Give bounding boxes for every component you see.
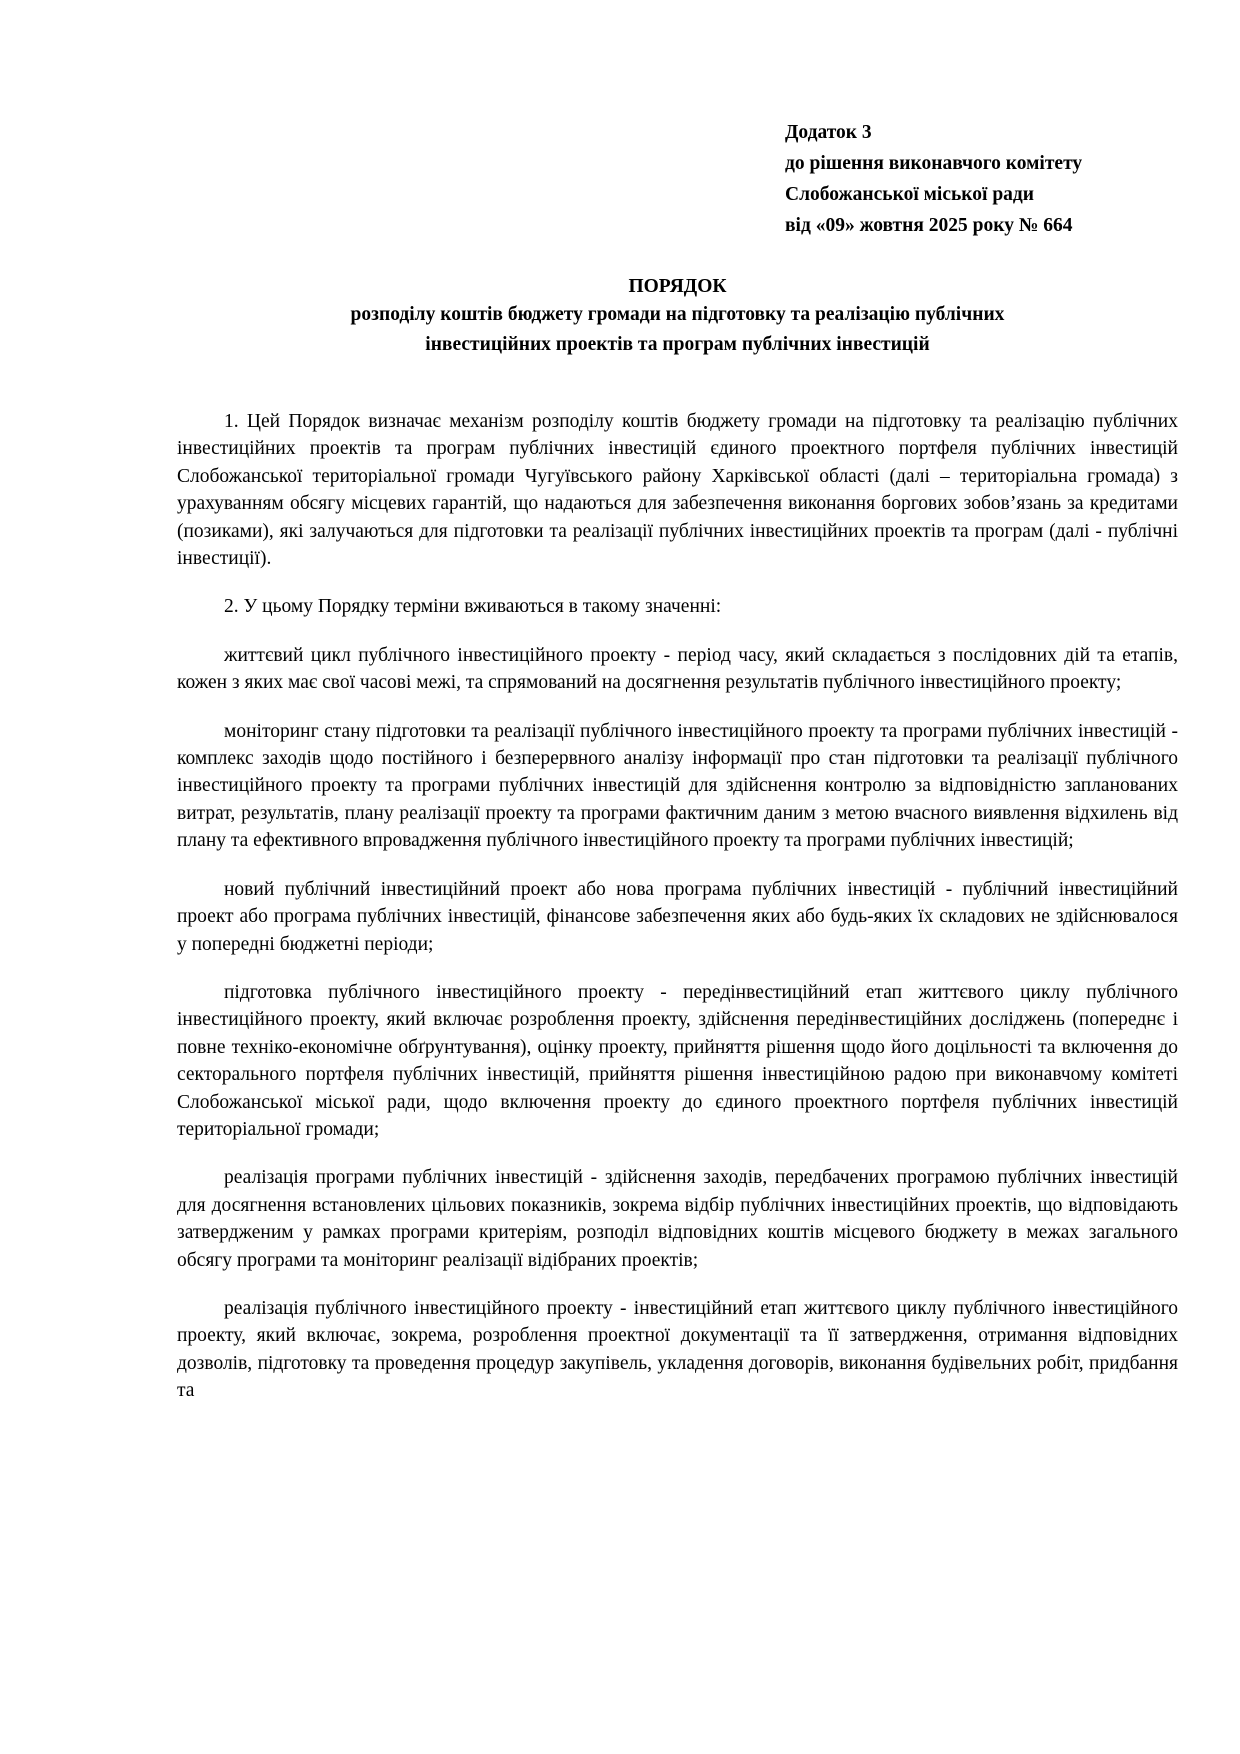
definition-new-project: новий публічний інвестиційний проект або нова програма публічних інвестицій - публічний інвестиційний проект або програма публічних інвестицій, фінансове забезпечення яких або будь-яких їх складових не здійснювалося у попередні бюджетні періоди;	[177, 878, 1178, 955]
title-subtitle-line2: інвестиційних проектів та програм публічних інвестицій	[425, 334, 930, 355]
definition-life-cycle: життєвий цикл публічного інвестиційного проекту - період часу, який складається з послідовних дій та етапів, кожен з яких має свої часові межі, та спрямований на досягнення результатів публічного інвестиційного проекту;	[177, 644, 1178, 694]
paragraph-1: 1. Цей Порядок визначає механізм розподілу коштів бюджету громади на підготовку та реалізацію публічних інвестиційних проектів та програм публічних інвестицій єдиного проектного портфеля публічних інвестицій Слобожанської територіальної громади Чугуївського району Харківської області (далі – територіальна громада) з урахуванням обсягу місцевих гарантій, що надаються для забезпечення виконання боргових зобов’язань за кредитами (позиками), які залучаються для підготовки та реалізації публічних інвестиційних проектів та програм (далі - публічні інвестиції).	[177, 411, 1178, 570]
definition-program-implementation: реалізація програми публічних інвестицій - здійснення заходів, передбачених програмою публічних інвестицій для досягнення встановлених цільових показників, зокрема відбір публічних інвестиційних проектів, що відповідають затвердженим у рамках програми критеріям, розподіл відповідних коштів місцевого бюджету в межах загального обсягу програми та моніторинг реалізації відібраних проектів;	[177, 1167, 1178, 1271]
title-subtitle-line1: розподілу коштів бюджету громади на підготовку та реалізацію публічних	[350, 304, 1005, 325]
appendix-council: Слобожанської міської ради	[785, 184, 1035, 205]
document-title	[177, 272, 1178, 360]
document-body	[177, 408, 1178, 1426]
definition-preparation: підготовка публічного інвестиційного проекту - передінвестиційний етап життєвого циклу публічного інвестиційного проекту, який включає розроблення проекту, здійснення передінвестиційних досліджень (попереднє і повне техніко-економічне обґрунтування), оцінку проекту, прийняття рішення щодо його доцільності та включення до секторального портфеля публічних інвестицій, прийняття рішення інвестиційною радою при виконавчому комітеті Слобожанської міської ради, щодо включення проекту до єдиного проектного портфеля публічних інвестицій територіальної громади;	[177, 981, 1178, 1140]
definition-monitoring: моніторинг стану підготовки та реалізації публічного інвестиційного проекту та програми публічних інвестицій - комплекс заходів щодо постійного і безперервного аналізу інформації про стан підготовки та реалізації публічного інвестиційного проекту та програми публічних інвестицій для здійснення контролю за відповідністю запланованих витрат, результатів, плану реалізації проекту та програми фактичним даним з метою вчасного виявлення відхилень від плану та ефективного впровадження публічного інвестиційного проекту та програми публічних інвестицій;	[177, 720, 1178, 852]
appendix-decision: до рішення виконавчого комітету	[785, 153, 1083, 174]
appendix-number: Додаток 3	[785, 122, 872, 143]
appendix-header	[785, 117, 1082, 241]
paragraph-2: 2. У цьому Порядку терміни вживаються в такому значенні:	[224, 596, 722, 618]
appendix-date: від «09» жовтня 2025 року № 664	[785, 215, 1073, 236]
title-main: ПОРЯДОК	[628, 276, 727, 297]
definition-project-implementation: реалізація публічного інвестиційного проекту - інвестиційний етап життєвого циклу публічного інвестиційного проекту, який включає, зокрема, розроблення проектної документації та її затвердження, отримання відповідних дозволів, підготовку та проведення процедур закупівель, укладення договорів, виконання будівельних робіт, придбання та	[177, 1297, 1178, 1402]
